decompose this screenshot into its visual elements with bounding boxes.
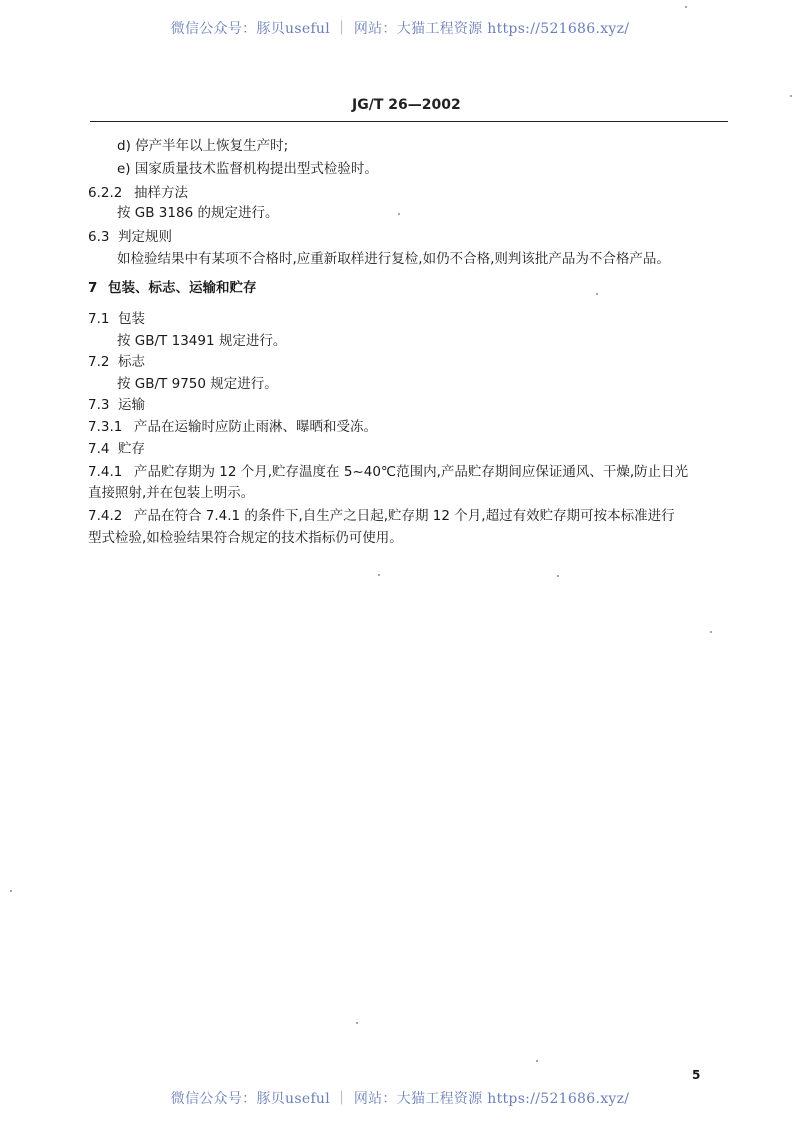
section-text: 产品在符合 7.4.1 的条件下,自生产之日起,贮存期 12 个月,超过有效贮存期可按本标准进行 [134,508,675,524]
section-number: 7.3 [88,397,110,413]
scan-speck [790,95,792,97]
page-header: JG/T 26—2002 [352,97,461,113]
section-title: 抽样方法 [134,185,188,201]
section-7-4-1-cont: 直接照射,并在包装上明示。 [88,485,255,501]
section-6-2-2-text: 按 GB 3186 的规定进行。 [117,205,279,221]
section-title: 判定规则 [118,229,172,245]
watermark-bottom: 微信公众号：豚贝useful ｜ 网站：大猫工程资源 https://521686.xyz/ [170,1091,630,1107]
item-d: d) 停产半年以上恢复生产时; [117,138,289,154]
section-7-4-1 [88,460,688,480]
chapter-number: 7 [88,280,98,296]
section-7-4-2 [88,504,675,524]
section-number: 7.3.1 [88,419,123,435]
scan-speck [557,575,559,577]
scan-speck [10,890,12,892]
section-7-2-text: 按 GB/T 9750 规定进行。 [117,376,278,392]
scan-speck [378,574,380,576]
section-title: 贮存 [118,441,145,457]
section-number: 7.1 [88,311,110,327]
section-number: 7.4.1 [88,464,123,480]
section-7-2-heading [88,350,145,370]
section-number: 7.4.2 [88,508,123,524]
scan-speck [536,1060,538,1062]
scan-speck [685,6,687,8]
chapter-7-heading [88,276,257,296]
scan-speck [596,293,598,295]
section-7-3-heading [88,393,145,413]
section-title: 标志 [118,354,145,370]
section-6-3-text: 如检验结果中有某项不合格时,应重新取样进行复检,如仍不合格,则判该批产品为不合格产品。 [117,251,670,267]
section-number: 7.4 [88,441,110,457]
section-6-3-heading [88,225,172,245]
section-title: 运输 [118,397,145,413]
watermark-top: 微信公众号：豚贝useful ｜ 网站：大猫工程资源 https://521686.xyz/ [170,21,630,37]
section-number: 7.2 [88,354,110,370]
section-text: 产品在运输时应防止雨淋、曝晒和受冻。 [134,419,377,435]
section-number: 6.2.2 [88,185,123,201]
scan-speck [398,213,400,215]
section-6-2-2-heading [88,181,188,201]
section-7-4-heading [88,437,145,457]
scan-speck [710,631,712,633]
header-rule [90,121,728,122]
section-7-4-2-cont: 型式检验,如检验结果符合规定的技术指标仍可使用。 [88,530,403,546]
chapter-title: 包装、标志、运输和贮存 [108,280,257,296]
page-number: 5 [692,1068,701,1082]
section-7-1-text: 按 GB/T 13491 规定进行。 [117,333,287,349]
section-7-1-heading [88,307,145,327]
section-title: 包装 [118,311,145,327]
item-e: e) 国家质量技术监督机构提出型式检验时。 [117,161,378,177]
section-7-3-1 [88,415,377,435]
section-text: 产品贮存期为 12 个月,贮存温度在 5~40℃范围内,产品贮存期间应保证通风、干燥,防止日光 [134,464,689,480]
scan-speck [356,1022,358,1024]
section-number: 6.3 [88,229,110,245]
